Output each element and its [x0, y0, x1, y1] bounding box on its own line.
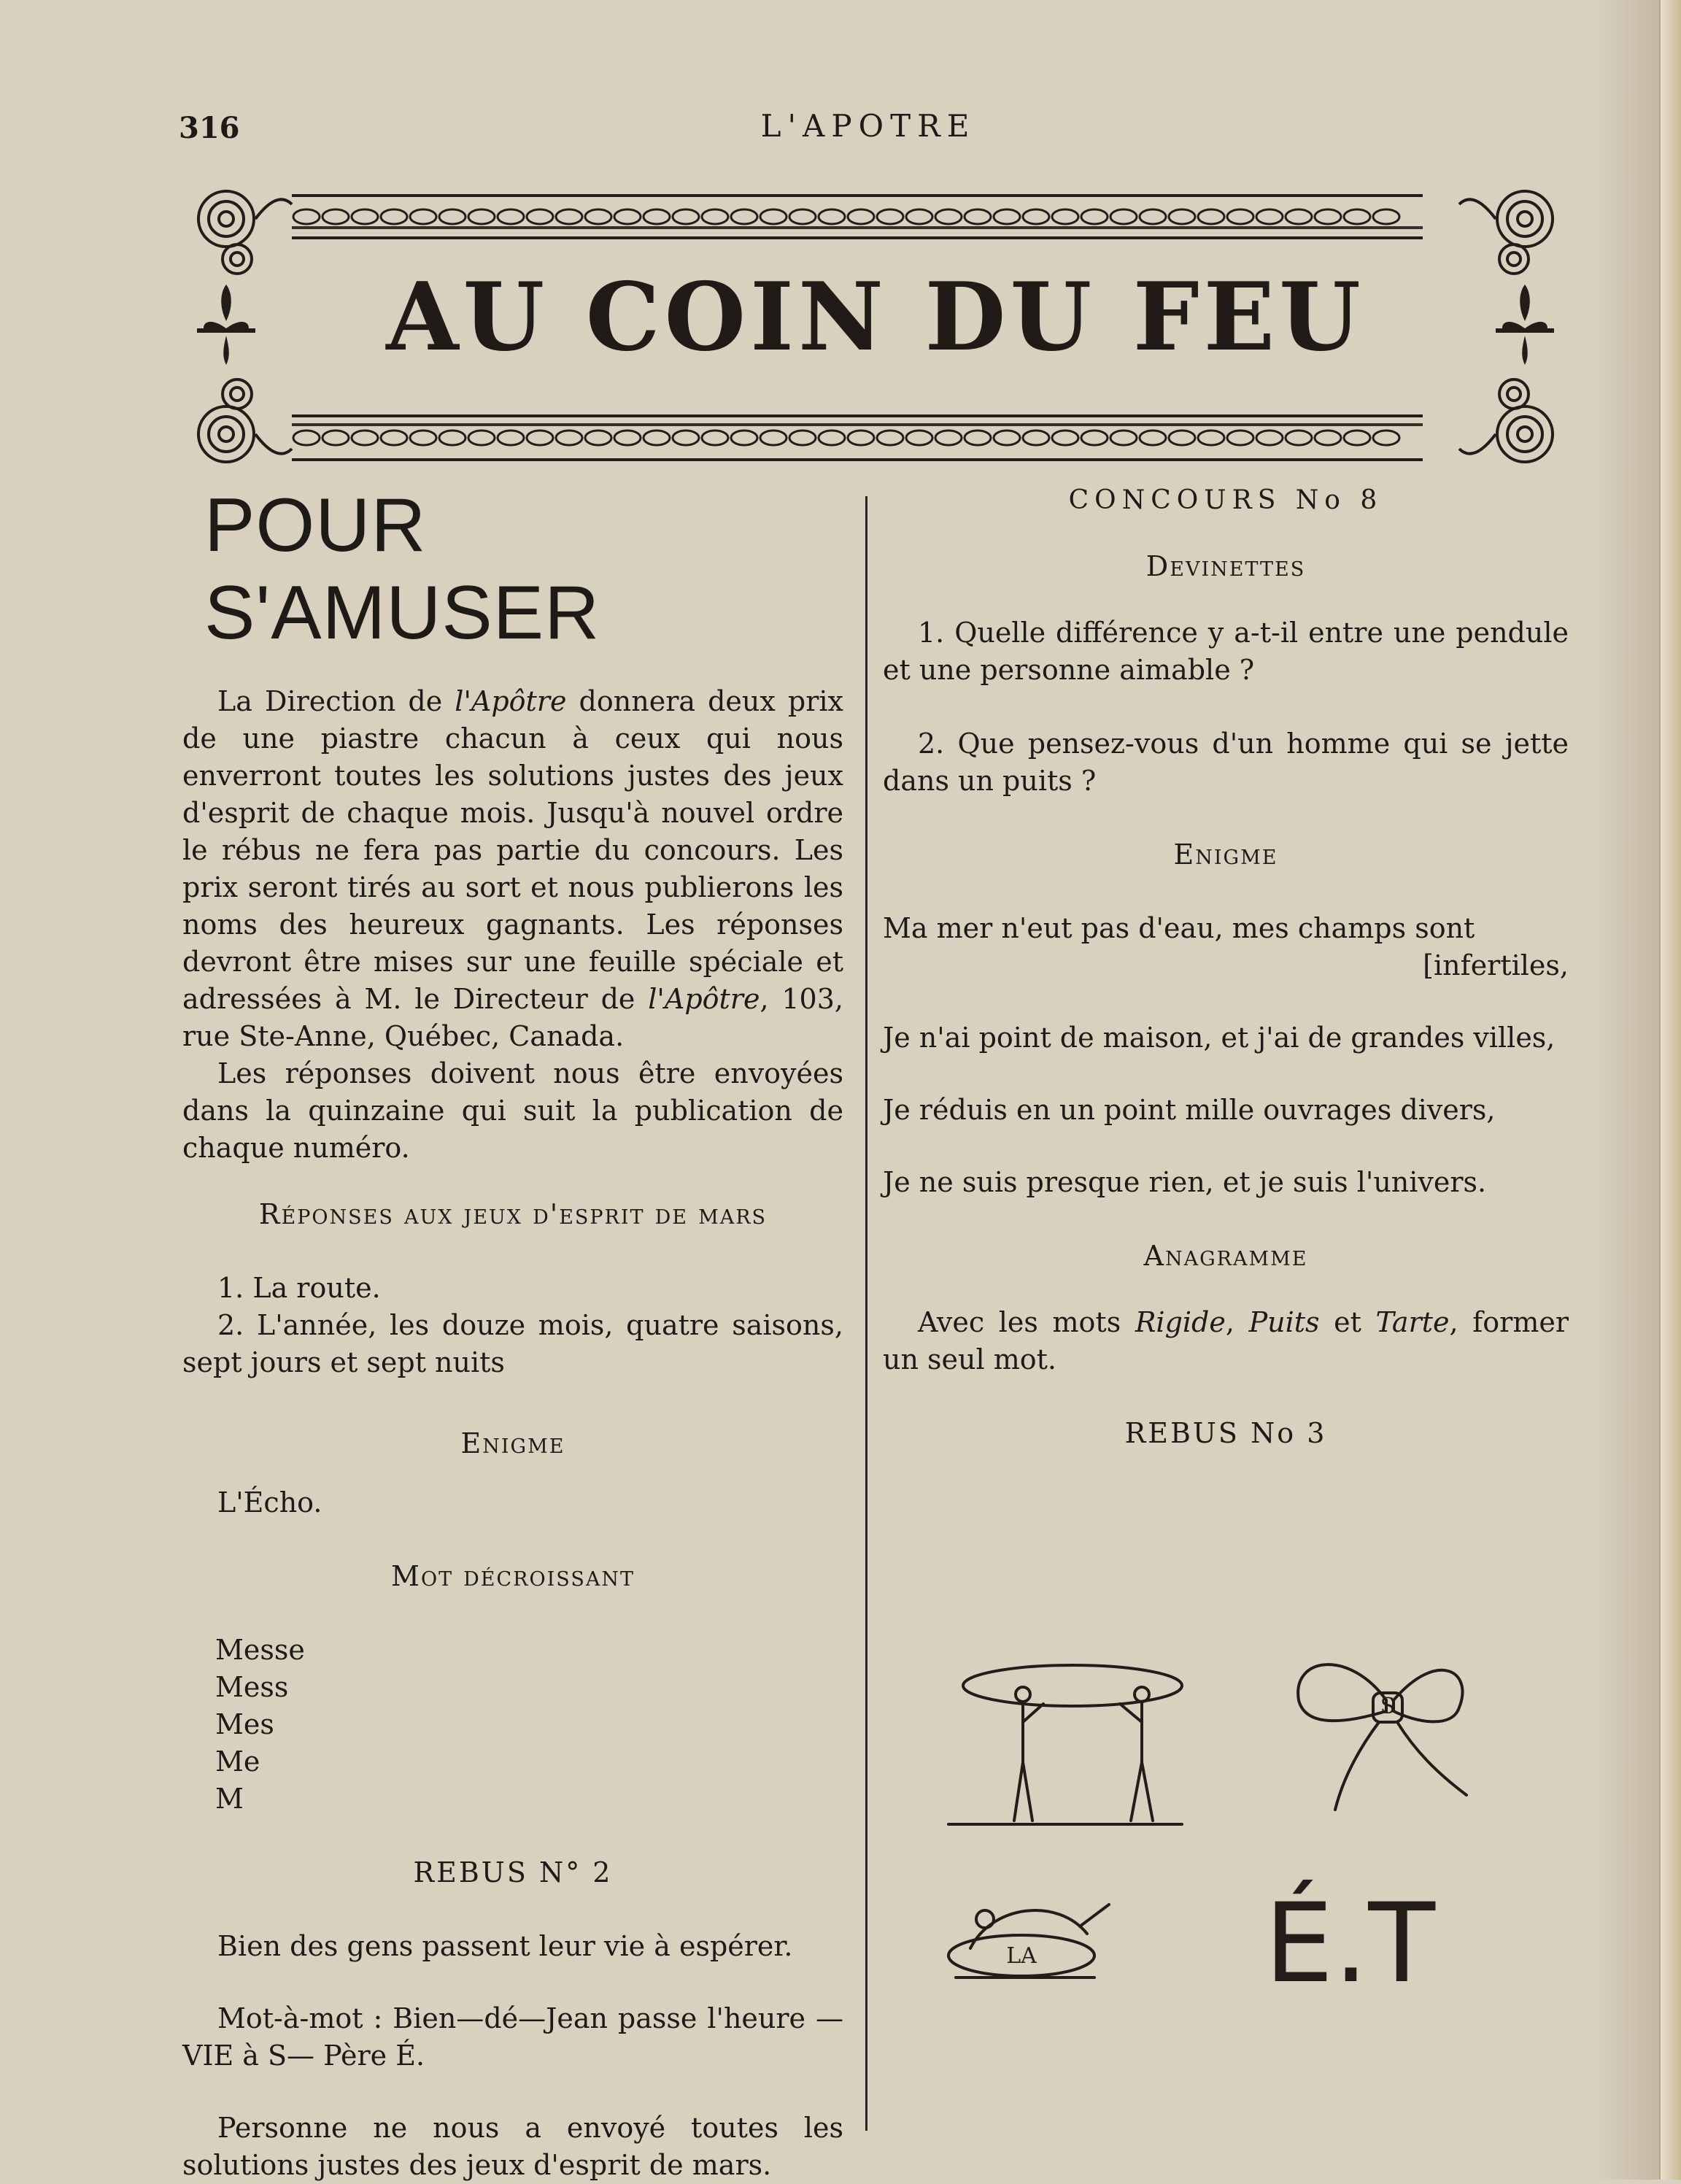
- chain-link: [1286, 209, 1312, 224]
- intro-paragraph: [182, 683, 843, 1055]
- chain-link: [1110, 209, 1137, 224]
- chain-link: [293, 431, 320, 445]
- chain-link: [1373, 431, 1399, 445]
- chain-link: [789, 209, 816, 224]
- chain-link: [1081, 209, 1108, 224]
- chain-link: [1256, 209, 1283, 224]
- left-column: [182, 482, 843, 2184]
- chain-link: [1140, 209, 1166, 224]
- chain-link: [1052, 209, 1078, 224]
- chain-link: [1227, 431, 1253, 445]
- chain-link: [877, 209, 903, 224]
- chain-link: [322, 431, 349, 445]
- publication-name: l'Apôtre: [648, 983, 760, 1015]
- bow-ribbon-icon: [1298, 1664, 1466, 1810]
- anagramme-intro: Avec les mots: [918, 1306, 1135, 1338]
- enigme-line-4: Je ne suis presque rien, et je suis l'univers.: [883, 1166, 1487, 1198]
- enigme-heading: Enigme: [460, 1427, 565, 1459]
- enigme-line-2: Je n'ai point de maison, et j'ai de grandes villes,: [883, 1022, 1556, 1054]
- chain-link: [293, 209, 320, 224]
- chain-link: [673, 431, 699, 445]
- enigme-answer: L'Écho.: [217, 1486, 322, 1519]
- answer-1: 1. La route.: [217, 1272, 381, 1304]
- chain-link: [935, 209, 962, 224]
- closing-note: Personne ne nous a envoyé toutes les solutions justes des jeux d'esprit de mars.: [182, 2112, 843, 2181]
- intro-text-1: La Direction de: [217, 685, 455, 717]
- chain-link: [1023, 209, 1049, 224]
- chain-link: [1169, 431, 1195, 445]
- anagramme-heading: Anagramme: [1143, 1240, 1308, 1272]
- chain-link: [702, 431, 728, 445]
- list-item: Mess: [215, 1671, 289, 1703]
- chain-link: [906, 209, 932, 224]
- chain-link: [1286, 431, 1312, 445]
- rebus-letters: É.T: [1264, 1880, 1436, 2007]
- rebus-2-heading: REBUS N° 2: [413, 1856, 613, 1888]
- chain-link: [498, 209, 524, 224]
- chain-link: [760, 209, 787, 224]
- column-rule: [865, 496, 867, 2131]
- chain-link: [1110, 431, 1137, 445]
- concours-heading: CONCOURS No 8: [1068, 485, 1383, 515]
- chain-link: [848, 209, 874, 224]
- running-title: L'APOTRE: [760, 108, 976, 144]
- intro-text-2: donnera deux prix de une piastre chacun à ceux qui nous enverront toutes les solutions justes des jeux d'esprit de chaque mois. Jusqu'à nouvel ordre le rébus ne fera pas partie du concours. Les prix seront tirés au sort et nous publierons les noms des heureux gagnants. Les réponses devront être mises sur une feuille spéciale et adressées à M. le Directeur de: [182, 685, 843, 1015]
- plate-letters: LA: [1006, 1943, 1037, 1969]
- chain-link: [906, 431, 932, 445]
- chain-link: [731, 431, 757, 445]
- separator: ,: [1225, 1306, 1249, 1338]
- devinettes-heading: Devinettes: [1145, 550, 1306, 582]
- rebus-2-mot-a-mot: Mot-à-mot : Bien—dé—Jean passe l'heure —VIE à S— Père É.: [182, 2002, 843, 2072]
- stick-figures-icon: [948, 1665, 1182, 1824]
- intro-text-3: , 103, rue Ste-Anne, Québec, Canada.: [182, 983, 843, 1052]
- enigme-line-3: Je réduis en un point mille ouvrages divers,: [883, 1094, 1496, 1126]
- chain-link: [994, 431, 1020, 445]
- list-item: Me: [215, 1745, 260, 1778]
- chain-link: [1256, 431, 1283, 445]
- chain-link: [1344, 431, 1370, 445]
- banner-title: AU COIN DU FEU: [386, 263, 1365, 372]
- anagramme-text: [883, 1304, 1569, 1378]
- chain-link: [381, 209, 407, 224]
- enigme-line-1: Ma mer n'eut pas d'eau, mes champs sont: [883, 912, 1475, 944]
- chain-link: [1081, 431, 1108, 445]
- chain-link: [1052, 431, 1078, 445]
- scroll-ornament-br: [1459, 379, 1553, 462]
- mot-decroissant-heading: Mot décroissant: [391, 1560, 635, 1592]
- devinette-1: 1. Quelle différence y a-t-il entre une pendule et une personne aimable ?: [883, 617, 1569, 686]
- chain-link: [1373, 209, 1399, 224]
- chain-link: [789, 431, 816, 445]
- bow-letter: S: [1380, 1694, 1396, 1719]
- rebus-3-heading: REBUS No 3: [1124, 1417, 1327, 1449]
- chain-link: [819, 431, 845, 445]
- chain-link: [439, 209, 465, 224]
- list-item: Mes: [215, 1708, 274, 1740]
- chain-link: [614, 209, 641, 224]
- chain-link: [322, 209, 349, 224]
- chain-link: [731, 209, 757, 224]
- chain-link: [848, 431, 874, 445]
- chain-link: [498, 431, 524, 445]
- chain-link: [468, 209, 495, 224]
- chain-link: [585, 431, 611, 445]
- chain-link: [702, 209, 728, 224]
- chain-link: [381, 431, 407, 445]
- chain-link: [527, 209, 553, 224]
- dash-line-top: [292, 226, 1423, 229]
- chain-link: [556, 209, 582, 224]
- enigme-heading-right: Enigme: [1173, 838, 1278, 871]
- anagramme-word: Tarte: [1375, 1306, 1450, 1338]
- rebus-3-illustration: [941, 1642, 1510, 2021]
- chain-link: [644, 431, 670, 445]
- scroll-ornament-tl: [198, 191, 292, 274]
- chain-link: [1315, 209, 1341, 224]
- chain-link: [410, 431, 436, 445]
- rebus-2-answer: Bien des gens passent leur vie à espérer.: [217, 1930, 793, 1962]
- page-number: 316: [179, 111, 240, 145]
- chain-link: [410, 209, 436, 224]
- chain-link: [1344, 209, 1370, 224]
- chain-link: [468, 431, 495, 445]
- chain-link: [935, 431, 962, 445]
- publication-name: l'Apôtre: [455, 685, 567, 717]
- oval-chain-bottom: [293, 431, 1399, 445]
- chain-link: [1315, 431, 1341, 445]
- page-edge: [1659, 0, 1681, 2180]
- chain-link: [1198, 431, 1224, 445]
- scroll-ornament-bl: [198, 379, 292, 462]
- chain-link: [965, 431, 991, 445]
- chain-link: [1140, 431, 1166, 445]
- mot-decroissant-list: [182, 1632, 843, 1818]
- chain-link: [760, 431, 787, 445]
- chain-link: [819, 209, 845, 224]
- chain-link: [877, 431, 903, 445]
- enigme-line-1-cont: [infertiles,: [1423, 949, 1569, 981]
- section-title: POUR S'AMUSER: [204, 483, 600, 655]
- chain-link: [352, 209, 378, 224]
- anagramme-end: , former un seul mot.: [883, 1306, 1569, 1375]
- chain-link: [673, 209, 699, 224]
- deadline-paragraph: Les réponses doivent nous être envoyées dans la quinzaine qui suit la publication de chaque numéro.: [182, 1057, 843, 1164]
- chain-link: [1023, 431, 1049, 445]
- chain-link: [352, 431, 378, 445]
- right-column: [883, 482, 1569, 1452]
- chain-link: [1169, 209, 1195, 224]
- separator: et: [1319, 1306, 1376, 1338]
- chain-link: [556, 431, 582, 445]
- list-item: Messe: [215, 1634, 305, 1666]
- answer-2: 2. L'année, les douze mois, quatre saisons, sept jours et sept nuits: [182, 1309, 843, 1378]
- chain-link: [527, 431, 553, 445]
- dash-line-bottom: [292, 423, 1423, 426]
- chain-link: [644, 209, 670, 224]
- anagramme-word: Puits: [1248, 1306, 1320, 1338]
- anagramme-word: Rigide: [1135, 1306, 1226, 1338]
- chain-link: [1198, 209, 1224, 224]
- chain-link: [439, 431, 465, 445]
- oval-chain-top: [293, 209, 1399, 224]
- answers-heading: Réponses aux jeux d'esprit de mars: [258, 1198, 768, 1230]
- devinette-2: 2. Que pensez-vous d'un homme qui se jette dans un puits ?: [883, 728, 1569, 797]
- chain-link: [965, 209, 991, 224]
- scroll-ornament-tr: [1459, 191, 1553, 274]
- list-item: M: [215, 1783, 244, 1815]
- chain-link: [994, 209, 1020, 224]
- chain-link: [1227, 209, 1253, 224]
- chain-link: [614, 431, 641, 445]
- chain-link: [585, 209, 611, 224]
